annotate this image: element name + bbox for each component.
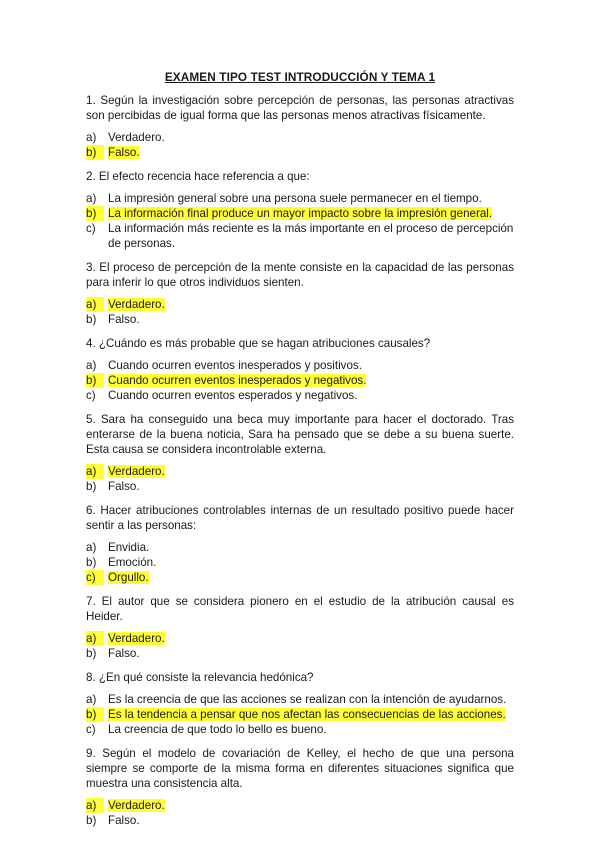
option	[86, 312, 514, 327]
option-list	[86, 191, 514, 251]
option	[86, 646, 514, 661]
question-text: 9. Según el modelo de covariación de Kelley, el hecho de que una persona siempre se comporte de la misma forma en diferentes situaciones significa que muestra una consistencia alta.	[86, 747, 514, 790]
option-text: Cuando ocurren eventos esperados y negativos.	[108, 389, 358, 402]
option-text: Envidia.	[108, 541, 150, 554]
option-correct-highlighted	[86, 570, 514, 585]
option-correct-highlighted	[86, 373, 514, 388]
option-letter: c)	[86, 723, 96, 736]
option-correct-highlighted	[86, 206, 514, 221]
option-text: Cuando ocurren eventos inesperados y positivos.	[108, 359, 362, 372]
option-letter: b)	[86, 373, 104, 388]
question-text: 8. ¿En qué consiste la relevancia hedónica?	[86, 671, 314, 684]
option-letter: b)	[86, 313, 97, 326]
option-letter: a)	[86, 798, 104, 813]
question-list	[86, 93, 514, 828]
option-letter: a)	[86, 192, 97, 205]
option-text: Verdadero.	[108, 298, 165, 311]
option-letter: b)	[86, 556, 97, 569]
question-text: 3. El proceso de percepción de la mente consiste en la capacidad de las personas para inferir lo que otros individuos sienten.	[86, 261, 514, 289]
option-list	[86, 297, 514, 327]
question-8	[86, 670, 514, 737]
question-1	[86, 93, 514, 160]
option	[86, 191, 514, 206]
option	[86, 692, 514, 707]
option-list	[86, 631, 514, 661]
option-letter: c)	[86, 389, 96, 402]
question-9	[86, 746, 514, 828]
question-6	[86, 503, 514, 585]
option	[86, 388, 514, 403]
option-text: Falso.	[108, 480, 140, 493]
option-text: Verdadero.	[108, 799, 165, 812]
option-letter: b)	[86, 814, 97, 827]
option-text: Falso.	[108, 313, 140, 326]
question-text: 4. ¿Cuándo es más probable que se hagan atribuciones causales?	[86, 337, 431, 350]
option	[86, 722, 514, 737]
option	[86, 540, 514, 555]
option-letter: c)	[86, 222, 96, 235]
option-letter: a)	[86, 541, 97, 554]
option-letter: b)	[86, 480, 97, 493]
option-letter: a)	[86, 464, 104, 479]
option	[86, 479, 514, 494]
option-letter: c)	[86, 570, 104, 585]
option-text: Orgullo.	[108, 571, 149, 584]
option	[86, 358, 514, 373]
option-letter: a)	[86, 297, 104, 312]
option	[86, 813, 514, 828]
option-list	[86, 798, 514, 828]
question-2	[86, 169, 514, 251]
option-text: Verdadero.	[108, 465, 165, 478]
question-3	[86, 260, 514, 327]
option-text: Es la creencia de que las acciones se realizan con la intención de ayudarnos.	[108, 693, 507, 706]
option-text: Emoción.	[108, 556, 157, 569]
question-7	[86, 594, 514, 661]
option-correct-highlighted	[86, 297, 514, 312]
option-letter: b)	[86, 145, 104, 160]
option-text: Verdadero.	[108, 131, 165, 144]
question-text: 5. Sara ha conseguido una beca muy importante para hacer el doctorado. Tras enterarse de la buena noticia, Sara ha pensado que se debe a su buena suerte. Esta causa se considera incontrolable externa.	[86, 413, 514, 456]
option-list	[86, 464, 514, 494]
option-letter: b)	[86, 647, 97, 660]
option-text: Falso.	[108, 146, 140, 159]
option	[86, 555, 514, 570]
option-list	[86, 540, 514, 585]
option-correct-highlighted	[86, 145, 514, 160]
option-letter: a)	[86, 693, 97, 706]
option-text: La creencia de que todo lo bello es bueno.	[108, 723, 327, 736]
option-text: La impresión general sobre una persona suele permanecer en el tiempo.	[108, 192, 482, 205]
option-list	[86, 130, 514, 160]
question-text: 7. El autor que se considera pionero en el estudio de la atribución causal es Heider.	[86, 595, 514, 623]
option-correct-highlighted	[86, 464, 514, 479]
exam-title: EXAMEN TIPO TEST INTRODUCCIÓN Y TEMA 1	[164, 70, 436, 84]
option	[86, 221, 514, 251]
option-list	[86, 358, 514, 403]
option-text: La información final produce un mayor impacto sobre la impresión general.	[108, 207, 493, 220]
option-list	[86, 692, 514, 737]
option-letter: a)	[86, 359, 97, 372]
option-correct-highlighted	[86, 631, 514, 646]
option-text: Falso.	[108, 814, 140, 827]
option-text: Cuando ocurren eventos inesperados y negativos.	[108, 374, 367, 387]
question-text: 6. Hacer atribuciones controlables internas de un resultado positivo puede hacer sentir a las personas:	[86, 504, 514, 532]
option-letter: a)	[86, 131, 97, 144]
question-4	[86, 336, 514, 403]
option	[86, 130, 514, 145]
option-letter: b)	[86, 206, 104, 221]
question-5	[86, 412, 514, 494]
option-letter: a)	[86, 631, 104, 646]
option-text: Falso.	[108, 647, 140, 660]
option-correct-highlighted	[86, 707, 514, 722]
option-correct-highlighted	[86, 798, 514, 813]
option-text: Verdadero.	[108, 632, 165, 645]
option-letter: b)	[86, 707, 104, 722]
question-text: 2. El efecto recencia hace referencia a que:	[86, 170, 310, 183]
question-text: 1. Según la investigación sobre percepción de personas, las personas atractivas son percibidas de igual forma que las personas menos atractivas físicamente.	[86, 94, 514, 122]
option-text: La información más reciente es la más importante en el proceso de percepción de personas.	[108, 222, 514, 250]
option-text: Es la tendencia a pensar que nos afectan las consecuencias de las acciones.	[108, 708, 506, 721]
